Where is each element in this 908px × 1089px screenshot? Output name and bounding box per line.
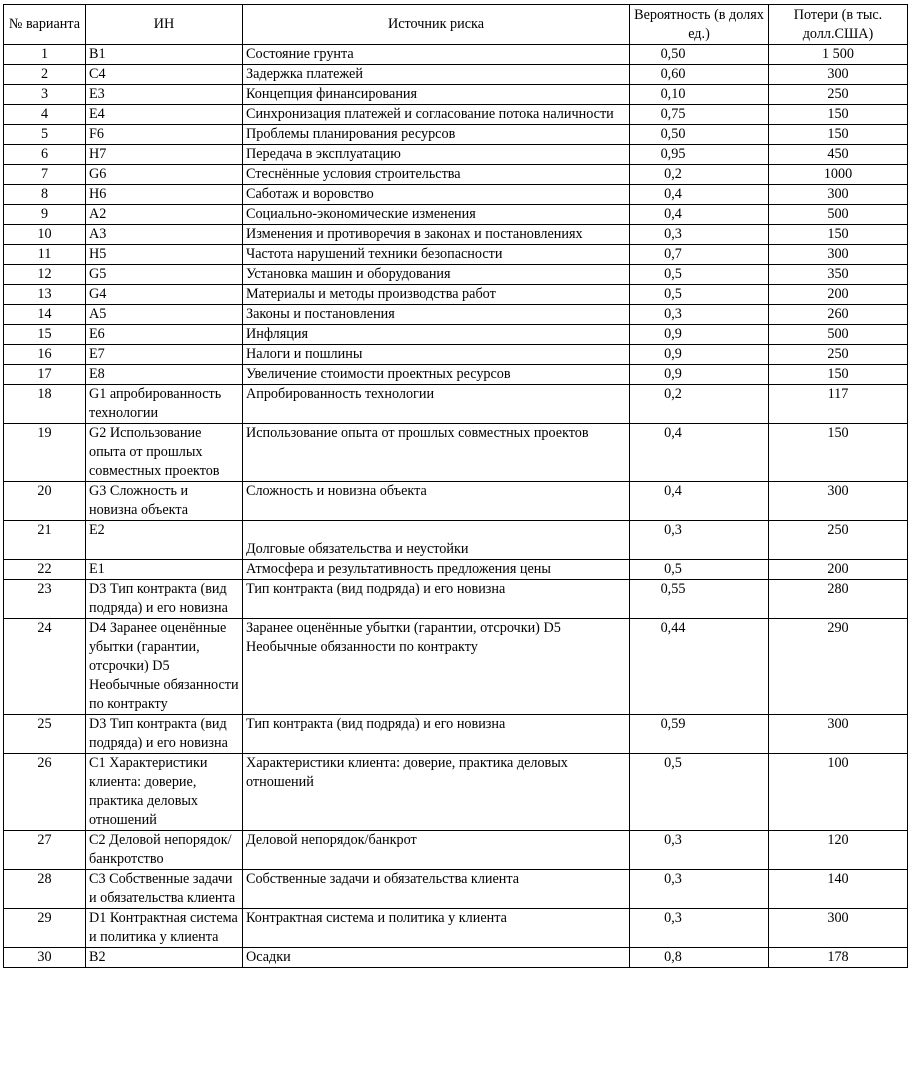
variant-number-cell: 11 bbox=[4, 245, 86, 265]
variant-number-cell: 28 bbox=[4, 870, 86, 909]
variant-number-cell: 19 bbox=[4, 424, 86, 482]
variant-number-cell: 7 bbox=[4, 165, 86, 185]
risk-source-cell: Сложность и новизна объекта bbox=[243, 482, 630, 521]
losses-cell: 250 bbox=[769, 345, 908, 365]
risk-source-cell: Долговые обязательства и неустойки bbox=[243, 521, 630, 560]
table-row bbox=[4, 870, 908, 909]
losses-cell: 300 bbox=[769, 715, 908, 754]
risk-code-cell: C2 Деловой непорядок/банкротство bbox=[86, 831, 243, 870]
variant-number-cell: 6 bbox=[4, 145, 86, 165]
losses-cell: 350 bbox=[769, 265, 908, 285]
losses-cell: 150 bbox=[769, 424, 908, 482]
risk-code-cell: C1 Характеристики клиента: доверие, практика деловых отношений bbox=[86, 754, 243, 831]
risk-code-cell: G6 bbox=[86, 165, 243, 185]
variant-number-cell: 16 bbox=[4, 345, 86, 365]
probability-cell: 0,9 bbox=[630, 325, 769, 345]
probability-cell: 0,2 bbox=[630, 165, 769, 185]
risk-code-cell: D1 Контрактная система и политика у клиента bbox=[86, 909, 243, 948]
table-row bbox=[4, 345, 908, 365]
risk-source-cell: Синхронизация платежей и согласование потока наличности bbox=[243, 105, 630, 125]
table-row bbox=[4, 125, 908, 145]
probability-cell: 0,10 bbox=[630, 85, 769, 105]
losses-cell: 150 bbox=[769, 365, 908, 385]
risk-table bbox=[3, 4, 908, 968]
table-row bbox=[4, 365, 908, 385]
risk-code-cell: E3 bbox=[86, 85, 243, 105]
risk-source-cell: Стеснённые условия строительства bbox=[243, 165, 630, 185]
risk-source-cell: Состояние грунта bbox=[243, 45, 630, 65]
probability-cell: 0,59 bbox=[630, 715, 769, 754]
losses-cell: 500 bbox=[769, 325, 908, 345]
risk-code-cell: H7 bbox=[86, 145, 243, 165]
losses-cell: 150 bbox=[769, 105, 908, 125]
table-row bbox=[4, 385, 908, 424]
header-row bbox=[4, 5, 908, 45]
risk-code-cell: G1 апробированность технологии bbox=[86, 385, 243, 424]
risk-source-cell: Заранее оценённые убытки (гарантии, отсрочки) D5 Необычные обязанности по контракту bbox=[243, 619, 630, 715]
table-body bbox=[4, 45, 908, 968]
risk-code-cell: D4 Заранее оценённые убытки (гарантии, отсрочки) D5 Необычные обязанности по контракту bbox=[86, 619, 243, 715]
variant-number-cell: 18 bbox=[4, 385, 86, 424]
probability-cell: 0,3 bbox=[630, 225, 769, 245]
table-row bbox=[4, 754, 908, 831]
variant-number-cell: 20 bbox=[4, 482, 86, 521]
table-row bbox=[4, 205, 908, 225]
table-row bbox=[4, 185, 908, 205]
table-row bbox=[4, 715, 908, 754]
risk-code-cell: E8 bbox=[86, 365, 243, 385]
probability-cell: 0,9 bbox=[630, 345, 769, 365]
variant-number-cell: 4 bbox=[4, 105, 86, 125]
risk-source-cell: Характеристики клиента: доверие, практика деловых отношений bbox=[243, 754, 630, 831]
risk-code-cell: A3 bbox=[86, 225, 243, 245]
losses-cell: 300 bbox=[769, 65, 908, 85]
variant-number-cell: 25 bbox=[4, 715, 86, 754]
probability-cell: 0,8 bbox=[630, 948, 769, 968]
risk-code-cell: G3 Сложность и новизна объекта bbox=[86, 482, 243, 521]
risk-code-cell: G4 bbox=[86, 285, 243, 305]
probability-cell: 0,9 bbox=[630, 365, 769, 385]
table-row bbox=[4, 948, 908, 968]
variant-number-cell: 22 bbox=[4, 560, 86, 580]
risk-code-cell: H6 bbox=[86, 185, 243, 205]
risk-code-cell: E4 bbox=[86, 105, 243, 125]
header-in: ИН bbox=[86, 5, 243, 45]
table-row bbox=[4, 831, 908, 870]
losses-cell: 120 bbox=[769, 831, 908, 870]
variant-number-cell: 8 bbox=[4, 185, 86, 205]
table-row bbox=[4, 225, 908, 245]
probability-cell: 0,3 bbox=[630, 305, 769, 325]
table-row bbox=[4, 285, 908, 305]
variant-number-cell: 24 bbox=[4, 619, 86, 715]
header-probability: Вероятность (в долях ед.) bbox=[630, 5, 769, 45]
probability-cell: 0,50 bbox=[630, 45, 769, 65]
variant-number-cell: 3 bbox=[4, 85, 86, 105]
risk-code-cell: H5 bbox=[86, 245, 243, 265]
losses-cell: 300 bbox=[769, 185, 908, 205]
variant-number-cell: 2 bbox=[4, 65, 86, 85]
losses-cell: 250 bbox=[769, 85, 908, 105]
probability-cell: 0,5 bbox=[630, 754, 769, 831]
variant-number-cell: 27 bbox=[4, 831, 86, 870]
losses-cell: 300 bbox=[769, 482, 908, 521]
risk-source-cell: Проблемы планирования ресурсов bbox=[243, 125, 630, 145]
variant-number-cell: 10 bbox=[4, 225, 86, 245]
table-row bbox=[4, 165, 908, 185]
losses-cell: 260 bbox=[769, 305, 908, 325]
risk-source-cell: Использование опыта от прошлых совместных проектов bbox=[243, 424, 630, 482]
losses-cell: 300 bbox=[769, 909, 908, 948]
table-row bbox=[4, 245, 908, 265]
risk-source-cell: Собственные задачи и обязательства клиента bbox=[243, 870, 630, 909]
variant-number-cell: 14 bbox=[4, 305, 86, 325]
header-losses: Потери (в тыс. долл.США) bbox=[769, 5, 908, 45]
risk-code-cell: C3 Собственные задачи и обязательства клиента bbox=[86, 870, 243, 909]
risk-source-cell: Материалы и методы производства работ bbox=[243, 285, 630, 305]
table-row bbox=[4, 909, 908, 948]
table-row bbox=[4, 65, 908, 85]
losses-cell: 450 bbox=[769, 145, 908, 165]
probability-cell: 0,95 bbox=[630, 145, 769, 165]
risk-source-cell: Саботаж и воровство bbox=[243, 185, 630, 205]
variant-number-cell: 1 bbox=[4, 45, 86, 65]
risk-code-cell: C4 bbox=[86, 65, 243, 85]
table-row bbox=[4, 145, 908, 165]
losses-cell: 200 bbox=[769, 285, 908, 305]
losses-cell: 140 bbox=[769, 870, 908, 909]
table-row bbox=[4, 619, 908, 715]
table-row bbox=[4, 325, 908, 345]
probability-cell: 0,4 bbox=[630, 205, 769, 225]
probability-cell: 0,5 bbox=[630, 285, 769, 305]
risk-source-cell: Атмосфера и результативность предложения цены bbox=[243, 560, 630, 580]
probability-cell: 0,2 bbox=[630, 385, 769, 424]
probability-cell: 0,4 bbox=[630, 424, 769, 482]
table-row bbox=[4, 424, 908, 482]
header-risk-source: Источник риска bbox=[243, 5, 630, 45]
variant-number-cell: 12 bbox=[4, 265, 86, 285]
probability-cell: 0,5 bbox=[630, 265, 769, 285]
losses-cell: 117 bbox=[769, 385, 908, 424]
probability-cell: 0,4 bbox=[630, 185, 769, 205]
probability-cell: 0,60 bbox=[630, 65, 769, 85]
probability-cell: 0,44 bbox=[630, 619, 769, 715]
table-row bbox=[4, 85, 908, 105]
variant-number-cell: 9 bbox=[4, 205, 86, 225]
risk-source-cell: Законы и постановления bbox=[243, 305, 630, 325]
risk-source-cell: Изменения и противоречия в законах и постановлениях bbox=[243, 225, 630, 245]
probability-cell: 0,4 bbox=[630, 482, 769, 521]
variant-number-cell: 30 bbox=[4, 948, 86, 968]
risk-code-cell: E2 bbox=[86, 521, 243, 560]
probability-cell: 0,3 bbox=[630, 521, 769, 560]
variant-number-cell: 21 bbox=[4, 521, 86, 560]
risk-code-cell: B2 bbox=[86, 948, 243, 968]
table-row bbox=[4, 521, 908, 560]
risk-code-cell: A5 bbox=[86, 305, 243, 325]
table-row bbox=[4, 305, 908, 325]
losses-cell: 290 bbox=[769, 619, 908, 715]
variant-number-cell: 29 bbox=[4, 909, 86, 948]
risk-source-cell: Деловой непорядок/банкрот bbox=[243, 831, 630, 870]
risk-source-cell: Тип контракта (вид подряда) и его новизна bbox=[243, 715, 630, 754]
risk-source-cell: Увеличение стоимости проектных ресурсов bbox=[243, 365, 630, 385]
variant-number-cell: 5 bbox=[4, 125, 86, 145]
variant-number-cell: 26 bbox=[4, 754, 86, 831]
probability-cell: 0,3 bbox=[630, 831, 769, 870]
losses-cell: 1000 bbox=[769, 165, 908, 185]
risk-source-cell: Частота нарушений техники безопасности bbox=[243, 245, 630, 265]
risk-source-cell: Контрактная система и политика у клиента bbox=[243, 909, 630, 948]
probability-cell: 0,5 bbox=[630, 560, 769, 580]
probability-cell: 0,55 bbox=[630, 580, 769, 619]
losses-cell: 178 bbox=[769, 948, 908, 968]
header-variant-number: № варианта bbox=[4, 5, 86, 45]
risk-code-cell: A2 bbox=[86, 205, 243, 225]
risk-source-cell: Установка машин и оборудования bbox=[243, 265, 630, 285]
risk-code-cell: B1 bbox=[86, 45, 243, 65]
risk-code-cell: D3 Тип контракта (вид подряда) и его новизна bbox=[86, 715, 243, 754]
table-row bbox=[4, 105, 908, 125]
risk-source-cell: Социально-экономические изменения bbox=[243, 205, 630, 225]
probability-cell: 0,3 bbox=[630, 870, 769, 909]
risk-source-cell: Концепция финансирования bbox=[243, 85, 630, 105]
variant-number-cell: 23 bbox=[4, 580, 86, 619]
table-row bbox=[4, 45, 908, 65]
losses-cell: 250 bbox=[769, 521, 908, 560]
risk-source-cell: Осадки bbox=[243, 948, 630, 968]
risk-source-cell: Задержка платежей bbox=[243, 65, 630, 85]
risk-source-cell: Тип контракта (вид подряда) и его новизна bbox=[243, 580, 630, 619]
losses-cell: 200 bbox=[769, 560, 908, 580]
risk-source-cell: Передача в эксплуатацию bbox=[243, 145, 630, 165]
losses-cell: 150 bbox=[769, 125, 908, 145]
risk-code-cell: E6 bbox=[86, 325, 243, 345]
losses-cell: 280 bbox=[769, 580, 908, 619]
losses-cell: 100 bbox=[769, 754, 908, 831]
losses-cell: 500 bbox=[769, 205, 908, 225]
risk-code-cell: G2 Использование опыта от прошлых совместных проектов bbox=[86, 424, 243, 482]
probability-cell: 0,7 bbox=[630, 245, 769, 265]
risk-code-cell: D3 Тип контракта (вид подряда) и его новизна bbox=[86, 580, 243, 619]
risk-code-cell: E1 bbox=[86, 560, 243, 580]
losses-cell: 1 500 bbox=[769, 45, 908, 65]
table-row bbox=[4, 482, 908, 521]
risk-source-cell: Апробированность технологии bbox=[243, 385, 630, 424]
probability-cell: 0,75 bbox=[630, 105, 769, 125]
losses-cell: 300 bbox=[769, 245, 908, 265]
losses-cell: 150 bbox=[769, 225, 908, 245]
risk-code-cell: E7 bbox=[86, 345, 243, 365]
risk-source-cell: Налоги и пошлины bbox=[243, 345, 630, 365]
table-row bbox=[4, 265, 908, 285]
probability-cell: 0,3 bbox=[630, 909, 769, 948]
risk-code-cell: F6 bbox=[86, 125, 243, 145]
variant-number-cell: 17 bbox=[4, 365, 86, 385]
probability-cell: 0,50 bbox=[630, 125, 769, 145]
variant-number-cell: 15 bbox=[4, 325, 86, 345]
variant-number-cell: 13 bbox=[4, 285, 86, 305]
risk-code-cell: G5 bbox=[86, 265, 243, 285]
risk-source-cell: Инфляция bbox=[243, 325, 630, 345]
table-row bbox=[4, 560, 908, 580]
table-row bbox=[4, 580, 908, 619]
